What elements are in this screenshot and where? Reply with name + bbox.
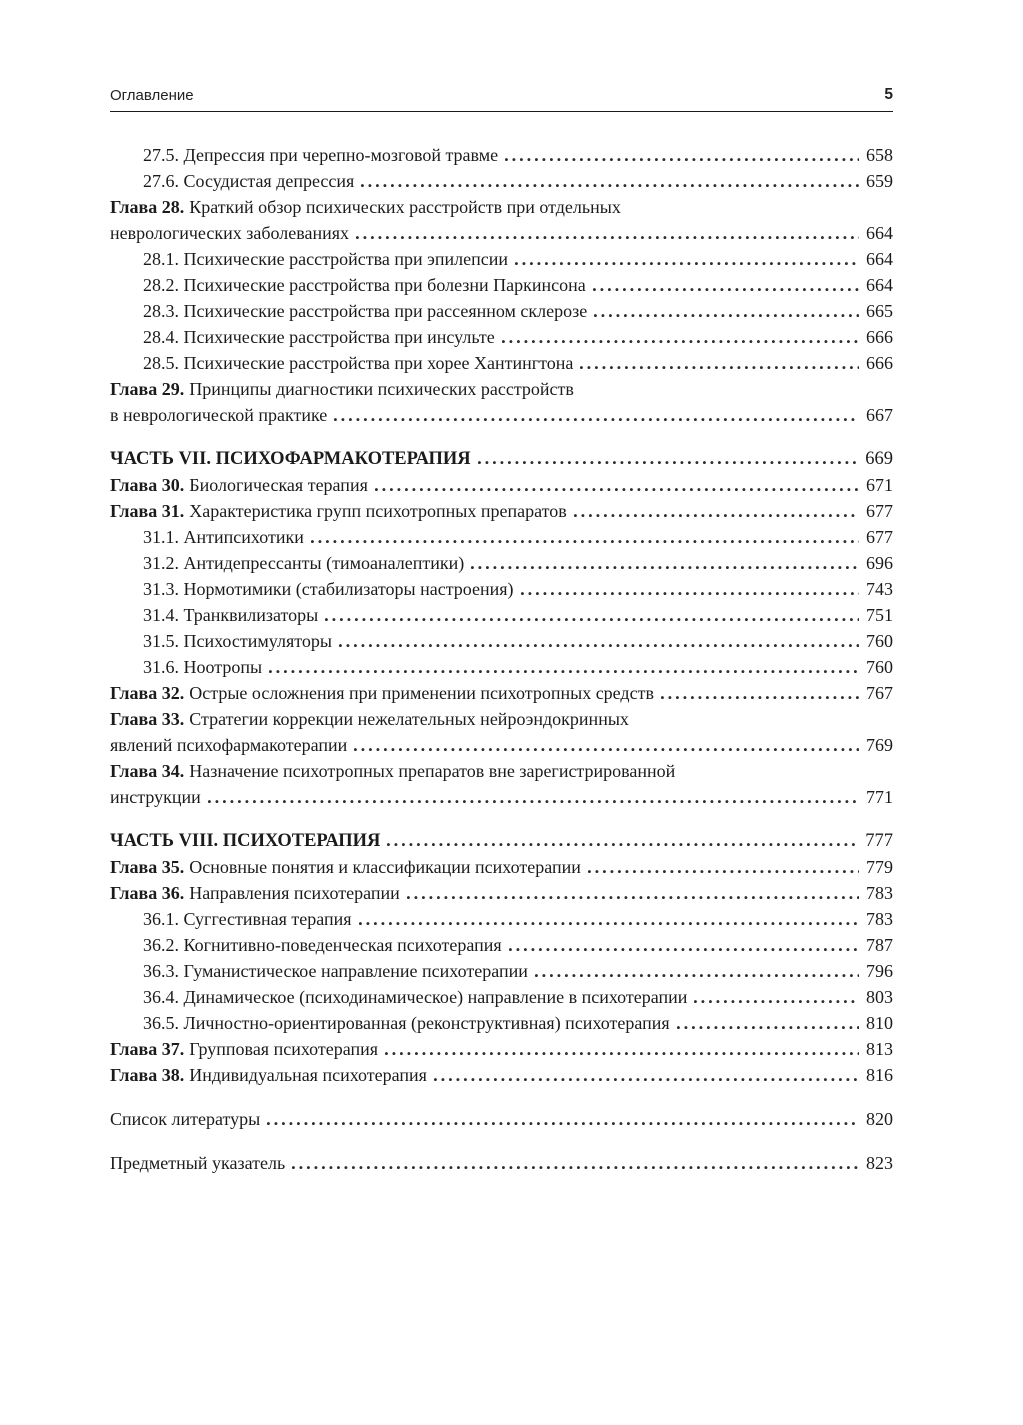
toc-entry-title: 28.2. Психические расстройства при болезни Паркинсона bbox=[143, 275, 586, 295]
toc-entry-label: Глава 38. bbox=[110, 1065, 185, 1085]
toc-entry-title: Биологическая терапия bbox=[189, 475, 368, 495]
dot-leader bbox=[407, 896, 859, 899]
toc-entry-text bbox=[143, 246, 508, 272]
toc-entry-title: явлений психофармакотерапии bbox=[110, 735, 348, 755]
toc-entry bbox=[110, 706, 893, 758]
toc-entry-line bbox=[110, 602, 893, 628]
toc-entry-text bbox=[110, 680, 654, 706]
toc-entry-label: ЧАСТЬ VII. ПСИХОФАРМАКОТЕРАПИЯ bbox=[110, 449, 471, 469]
toc-entry-title: 36.1. Суггестивная терапия bbox=[143, 909, 352, 929]
toc-entry-title: инструкции bbox=[110, 787, 201, 807]
dot-leader bbox=[267, 1122, 859, 1125]
toc-entry-line bbox=[110, 402, 893, 428]
toc-entry-page-number: 783 bbox=[866, 883, 893, 903]
toc-entry-line bbox=[110, 350, 893, 376]
toc-entry-text bbox=[110, 376, 574, 402]
toc-entry-title: 31.1. Антипсихотики bbox=[143, 527, 304, 547]
toc-entry-text bbox=[110, 498, 567, 524]
toc-entry-line bbox=[110, 680, 893, 706]
toc-entry-title: Основные понятия и классификации психотерапии bbox=[189, 857, 581, 877]
toc-entry-text bbox=[143, 550, 464, 576]
toc-entry bbox=[110, 854, 893, 880]
toc-entry-label: Глава 28. bbox=[110, 197, 185, 217]
toc-entry bbox=[110, 828, 893, 854]
toc-entry-line bbox=[110, 984, 893, 1010]
toc-entry-text bbox=[143, 932, 502, 958]
toc-entry-text bbox=[110, 828, 380, 854]
toc-entry-label: Глава 29. bbox=[110, 379, 185, 399]
toc-entry bbox=[110, 272, 893, 298]
toc-entry-line bbox=[110, 880, 893, 906]
toc-entry-page-number: 783 bbox=[866, 909, 893, 929]
toc-entry bbox=[110, 880, 893, 906]
toc-entry bbox=[110, 446, 893, 472]
toc-entry-line bbox=[110, 324, 893, 350]
toc-entry-text bbox=[110, 472, 368, 498]
toc-entry-page-number: 696 bbox=[866, 553, 893, 573]
toc-entry bbox=[110, 576, 893, 602]
toc-entry bbox=[110, 932, 893, 958]
toc-entry-text bbox=[143, 906, 352, 932]
toc-entry-text bbox=[143, 1010, 670, 1036]
toc-entry-page-number: 667 bbox=[866, 405, 893, 425]
toc-entry-title: 28.5. Психические расстройства при хорее Хантингтона bbox=[143, 353, 574, 373]
toc-entry-label: Глава 36. bbox=[110, 883, 185, 903]
toc-entry-page-number: 751 bbox=[866, 605, 893, 625]
toc-entry-page-number: 664 bbox=[866, 223, 893, 243]
toc-entry bbox=[110, 142, 893, 168]
toc-entry-title: 36.3. Гуманистическое направление психотерапии bbox=[143, 961, 528, 981]
toc-entry bbox=[110, 1106, 893, 1132]
dot-leader bbox=[325, 618, 859, 621]
toc-entry-page-number: 664 bbox=[866, 275, 893, 295]
dot-leader bbox=[521, 592, 859, 595]
toc-entry-page-number: 823 bbox=[866, 1153, 893, 1173]
toc-entry-text bbox=[143, 272, 586, 298]
toc-entry-text bbox=[110, 1150, 285, 1176]
toc-entry-title: Стратегии коррекции нежелательных нейроэндокринных bbox=[189, 709, 629, 729]
toc-entry-text bbox=[110, 880, 400, 906]
toc-entry-page-number: 666 bbox=[866, 327, 893, 347]
toc-entry-page-number: 677 bbox=[866, 527, 893, 547]
toc-entry-text bbox=[143, 576, 514, 602]
dot-leader bbox=[375, 488, 859, 491]
toc-entry-label: Глава 33. bbox=[110, 709, 185, 729]
toc-entry-title: Индивидуальная психотерапия bbox=[189, 1065, 427, 1085]
toc-entry-text bbox=[110, 194, 621, 220]
toc-entry-page-number: 813 bbox=[866, 1039, 893, 1059]
toc-entry-page-number: 664 bbox=[866, 249, 893, 269]
toc-entry-line bbox=[110, 524, 893, 550]
dot-leader bbox=[208, 800, 859, 803]
dot-leader bbox=[593, 288, 859, 291]
toc-entry-line bbox=[110, 1106, 893, 1132]
toc-entry-text bbox=[110, 1106, 260, 1132]
toc-entry-title: 31.3. Нормотимики (стабилизаторы настроения) bbox=[143, 579, 514, 599]
toc-entry-text bbox=[110, 706, 629, 732]
toc-entry-label: Глава 31. bbox=[110, 501, 185, 521]
toc-entry-text bbox=[143, 298, 587, 324]
toc-entry-line bbox=[110, 958, 893, 984]
toc-entry-line bbox=[110, 376, 893, 402]
toc-entry-text bbox=[143, 350, 573, 376]
dot-leader bbox=[292, 1166, 859, 1169]
toc-entry bbox=[110, 628, 893, 654]
toc-entry-page-number: 787 bbox=[866, 935, 893, 955]
toc-entry-text bbox=[143, 524, 304, 550]
toc-entry bbox=[110, 1150, 893, 1176]
toc-entry bbox=[110, 906, 893, 932]
toc-entry bbox=[110, 498, 893, 524]
dot-leader bbox=[361, 184, 859, 187]
toc-entry-text bbox=[110, 402, 327, 428]
toc-entry-line bbox=[110, 298, 893, 324]
toc-entry-line bbox=[110, 550, 893, 576]
toc-entry-label: Глава 34. bbox=[110, 761, 185, 781]
toc-entry-title: Список литературы bbox=[110, 1109, 261, 1129]
toc-entry-page-number: 771 bbox=[866, 787, 893, 807]
dot-leader bbox=[509, 948, 859, 951]
toc-entry-line bbox=[110, 142, 893, 168]
toc-entry bbox=[110, 376, 893, 428]
toc-entry-line bbox=[110, 446, 893, 472]
toc-entry-line bbox=[110, 576, 893, 602]
toc-entry-text bbox=[110, 1036, 378, 1062]
toc-entry-line bbox=[110, 932, 893, 958]
toc-entry bbox=[110, 1010, 893, 1036]
toc-entry-title: 28.4. Психические расстройства при инсульте bbox=[143, 327, 495, 347]
toc-entry bbox=[110, 168, 893, 194]
toc-entry-page-number: 796 bbox=[866, 961, 893, 981]
toc-entry-page-number: 816 bbox=[866, 1065, 893, 1085]
toc-entry-line bbox=[110, 220, 893, 246]
toc-entry-title: 36.2. Когнитивно-поведенческая психотерапия bbox=[143, 935, 502, 955]
running-head-page-number: 5 bbox=[884, 86, 893, 103]
toc-entry-page-number: 671 bbox=[866, 475, 893, 495]
toc-entry-line bbox=[110, 706, 893, 732]
toc-entry-line bbox=[110, 732, 893, 758]
toc-entry-text bbox=[143, 984, 687, 1010]
toc-entry-text bbox=[143, 654, 262, 680]
toc-entry-title: 28.1. Психические расстройства при эпилепсии bbox=[143, 249, 509, 269]
dot-leader bbox=[502, 340, 859, 343]
dot-leader bbox=[574, 514, 859, 517]
toc-entry-title: в неврологической практике bbox=[110, 405, 328, 425]
toc-entry bbox=[110, 324, 893, 350]
dot-leader bbox=[434, 1078, 859, 1081]
toc-entry-page-number: 777 bbox=[865, 831, 893, 851]
toc-entry-page-number: 810 bbox=[866, 1013, 893, 1033]
toc-entry-text bbox=[143, 142, 498, 168]
dot-leader bbox=[356, 236, 859, 239]
toc-entry bbox=[110, 246, 893, 272]
dot-leader bbox=[515, 262, 859, 265]
toc-entry bbox=[110, 298, 893, 324]
toc-entry bbox=[110, 654, 893, 680]
dot-leader bbox=[385, 1052, 859, 1055]
toc-entry-line bbox=[110, 758, 893, 784]
toc-entry-title: 36.4. Динамическое (психодинамическое) направление в психотерапии bbox=[143, 987, 688, 1007]
toc-entry bbox=[110, 758, 893, 810]
toc-entry-line bbox=[110, 168, 893, 194]
toc-entry-title: 31.5. Психостимуляторы bbox=[143, 631, 332, 651]
toc-entry-title: 27.5. Депрессия при черепно-мозговой травме bbox=[143, 145, 499, 165]
toc-entry-text bbox=[110, 1062, 427, 1088]
toc-entry-page-number: 658 bbox=[866, 145, 893, 165]
toc-entry-label: Глава 35. bbox=[110, 857, 185, 877]
dot-leader bbox=[478, 461, 859, 464]
dot-leader bbox=[661, 696, 859, 699]
toc-entry-line bbox=[110, 1062, 893, 1088]
toc-entry-text bbox=[143, 168, 354, 194]
toc-entry-line bbox=[110, 472, 893, 498]
toc-entry-title: 31.2. Антидепрессанты (тимоаналептики) bbox=[143, 553, 465, 573]
toc-entry bbox=[110, 602, 893, 628]
toc-entry-title: Острые осложнения при применении психотропных средств bbox=[189, 683, 654, 703]
toc-entry-page-number: 769 bbox=[866, 735, 893, 755]
dot-leader bbox=[354, 748, 859, 751]
toc-entry-title: 31.6. Ноотропы bbox=[143, 657, 263, 677]
toc-entry-page-number: 669 bbox=[865, 449, 893, 469]
toc-entry bbox=[110, 350, 893, 376]
table-of-contents bbox=[110, 142, 893, 1176]
toc-entry-title: Групповая психотерапия bbox=[189, 1039, 379, 1059]
toc-entry-text bbox=[110, 732, 347, 758]
toc-entry-text bbox=[110, 446, 471, 472]
dot-leader bbox=[694, 1000, 859, 1003]
toc-entry-line bbox=[110, 1010, 893, 1036]
toc-entry-line bbox=[110, 628, 893, 654]
toc-entry-text bbox=[110, 784, 201, 810]
toc-entry-text bbox=[143, 602, 318, 628]
toc-entry-title: 27.6. Сосудистая депрессия bbox=[143, 171, 355, 191]
toc-entry-page-number: 767 bbox=[866, 683, 893, 703]
dot-leader bbox=[387, 843, 859, 846]
toc-entry-text bbox=[143, 628, 332, 654]
toc-entry-line bbox=[110, 906, 893, 932]
toc-entry-line bbox=[110, 1150, 893, 1176]
dot-leader bbox=[334, 418, 859, 421]
dot-leader bbox=[339, 644, 859, 647]
toc-entry bbox=[110, 194, 893, 246]
toc-entry-line bbox=[110, 828, 893, 854]
toc-entry-label: Глава 37. bbox=[110, 1039, 185, 1059]
dot-leader bbox=[505, 158, 859, 161]
toc-entry-page-number: 677 bbox=[866, 501, 893, 521]
toc-entry-label: Глава 32. bbox=[110, 683, 185, 703]
toc-entry-title: Предметный указатель bbox=[110, 1153, 286, 1173]
toc-entry-title: 31.4. Транквилизаторы bbox=[143, 605, 319, 625]
toc-entry-page-number: 665 bbox=[866, 301, 893, 321]
toc-entry-text bbox=[143, 958, 528, 984]
toc-entry-page-number: 820 bbox=[866, 1109, 893, 1129]
toc-entry bbox=[110, 1062, 893, 1088]
dot-leader bbox=[359, 922, 859, 925]
dot-leader bbox=[535, 974, 859, 977]
toc-entry-label: ЧАСТЬ VIII. ПСИХОТЕРАПИЯ bbox=[110, 831, 381, 851]
dot-leader bbox=[588, 870, 859, 873]
toc-entry-line bbox=[110, 1036, 893, 1062]
toc-entry-line bbox=[110, 272, 893, 298]
toc-entry-title: 28.3. Психические расстройства при рассеянном склерозе bbox=[143, 301, 588, 321]
toc-entry-page-number: 760 bbox=[866, 631, 893, 651]
dot-leader bbox=[594, 314, 859, 317]
running-head-title: Оглавление bbox=[110, 87, 194, 104]
toc-entry bbox=[110, 958, 893, 984]
toc-entry-page-number: 659 bbox=[866, 171, 893, 191]
dot-leader bbox=[580, 366, 859, 369]
dot-leader bbox=[471, 566, 859, 569]
toc-entry-line bbox=[110, 498, 893, 524]
toc-entry-page-number: 666 bbox=[866, 353, 893, 373]
toc-entry-title: Краткий обзор психических расстройств при отдельных bbox=[189, 197, 621, 217]
toc-entry-line bbox=[110, 246, 893, 272]
toc-entry-title: Характеристика групп психотропных препаратов bbox=[189, 501, 567, 521]
toc-entry-page-number: 760 bbox=[866, 657, 893, 677]
toc-entry bbox=[110, 472, 893, 498]
dot-leader bbox=[311, 540, 859, 543]
toc-entry-text bbox=[110, 854, 581, 880]
toc-entry-text bbox=[110, 758, 675, 784]
dot-leader bbox=[269, 670, 859, 673]
toc-entry-title: Принципы диагностики психических расстройств bbox=[189, 379, 574, 399]
toc-entry-line bbox=[110, 784, 893, 810]
running-head bbox=[110, 86, 893, 112]
toc-entry-line bbox=[110, 654, 893, 680]
toc-entry-line bbox=[110, 854, 893, 880]
toc-entry bbox=[110, 680, 893, 706]
toc-entry bbox=[110, 984, 893, 1010]
toc-entry-title: неврологических заболеваниях bbox=[110, 223, 350, 243]
toc-entry-title: Направления психотерапии bbox=[189, 883, 400, 903]
toc-entry-line bbox=[110, 194, 893, 220]
toc-entry-title: 36.5. Личностно-ориентированная (реконструктивная) психотерапия bbox=[143, 1013, 670, 1033]
toc-entry-text bbox=[110, 220, 349, 246]
toc-entry-page-number: 743 bbox=[866, 579, 893, 599]
toc-entry-title: Назначение психотропных препаратов вне зарегистрированной bbox=[189, 761, 676, 781]
toc-entry-label: Глава 30. bbox=[110, 475, 185, 495]
toc-entry bbox=[110, 1036, 893, 1062]
toc-entry bbox=[110, 524, 893, 550]
dot-leader bbox=[677, 1026, 859, 1029]
toc-entry-page-number: 779 bbox=[866, 857, 893, 877]
toc-entry-text bbox=[143, 324, 495, 350]
toc-entry-page-number: 803 bbox=[866, 987, 893, 1007]
toc-entry bbox=[110, 550, 893, 576]
